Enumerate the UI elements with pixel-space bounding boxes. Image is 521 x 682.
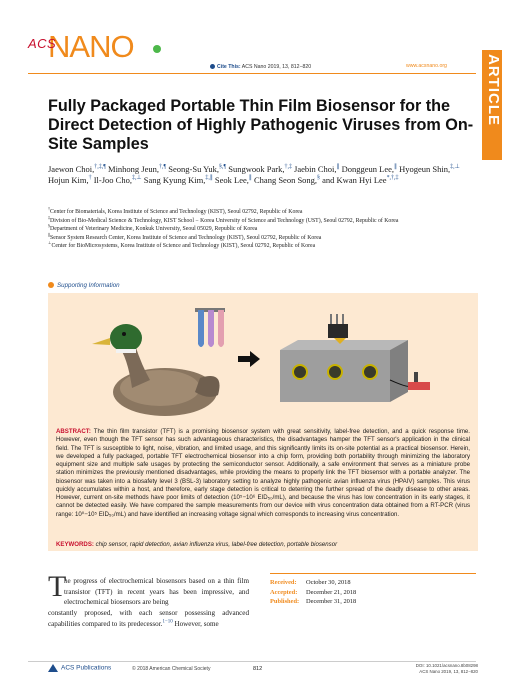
affiliation-text: Center for Biomaterials, Korea Institute of Science and Technology (KIST), Seoul 02792, Republic of Korea	[50, 209, 303, 215]
supporting-info-label: Supporting Information	[57, 282, 120, 289]
author-affiliation-mark: ‡,⊥	[450, 164, 460, 171]
intro-text: constantly proposed, with each sensor possessing advanced capabilities compared to its predecessor.	[48, 609, 249, 628]
date-row	[270, 588, 476, 598]
cite-label: Cite This:	[217, 64, 241, 70]
affiliation-mark: ∥	[48, 231, 51, 237]
author-list	[48, 164, 476, 186]
abstract-text: The thin film transistor (TFT) is a promising biosensor system with great sensitivity, label-free detection, and a quick response time. However, even though the TFT sensor has such advantageous characteristics, the disadvantages hamper the TFT sensor's application in the clinical field. The TFT is susceptible to light, noise, vibration, and limited usage, and this significantly limits its on-site potential as a practical biosensor. Herein, we developed a fully packaged, portable TFT electrochemical biosensor into a chip form, providing both portability through minimizing the laboratory equipment size and multiple safe usages by protecting the semiconductor sensor. Additionally, a safe environment that serves as a miniature probe station minimizes the previously mentioned disadvantages, while providing the means to properly link the TFT biosensor with a portable analyzer. The biosensor was taken into a biosafety level 3 (BSL-3) laboratory setting to analyze highly pathogenic avian influenza virus (HPAIV) samples. This virus quickly accumulates within a host, and therefore, early stage detection is critical to deterring the further spread of the deadly disease to other areas. However, current on-site methods have poor limits of detection (10⁵−10⁶ EID₅₀/mL), and because the virus has low concentration in its early stages, it cannot be detected easily. We have compared the sample measurements from our device with virus concentration data obtained from a RT-PCR (virus range: 10⁰−10⁵ EID₅₀/mL) and have identified an increasing voltage signal which corresponds to increasing virus concentration.	[56, 428, 470, 518]
author-affiliation-mark: †	[88, 175, 92, 182]
keywords-text: chip sensor, rapid detection, avian influenza virus, label-free detection, portable biosensor	[95, 541, 338, 548]
footer-doi	[398, 663, 478, 675]
article-title: Fully Packaged Portable Thin Film Biosensor for the Direct Detection of Highly Pathogenic Viruses from On-Site Samples	[48, 97, 474, 153]
arrow-right-icon	[238, 351, 260, 367]
date-value: December 21, 2018	[306, 588, 357, 596]
logo-acs-text: ACS	[28, 36, 57, 51]
journal-citation: ACS Nano 2019, 13, 812−820	[419, 669, 478, 674]
toc-graphic	[90, 300, 440, 422]
intro-text-end: However, some	[172, 619, 219, 628]
author-name[interactable]: Seong-Su Yuk,	[166, 164, 219, 174]
date-value: December 31, 2018	[306, 598, 357, 605]
author-affiliation-mark: ‡,∥	[205, 175, 213, 182]
author-name[interactable]: Donggeun Lee,	[339, 164, 395, 174]
date-value: October 30, 2018	[306, 579, 351, 586]
date-label: Published:	[270, 598, 300, 605]
date-label: Received:	[270, 579, 297, 586]
date-row	[270, 578, 476, 588]
affiliation-mark: ⊥	[48, 240, 52, 246]
author-affiliation-mark: ∥	[336, 164, 340, 171]
author-affiliation-mark: †,¶	[159, 164, 167, 171]
logo-nano-text: NANO	[48, 29, 134, 64]
affiliation-text: Division of Bio-Medical Science & Technology, KIST School − Korea University of Science and Technology (UST), Seoul 02792, Republic of Korea	[50, 217, 399, 224]
test-tubes	[195, 308, 225, 347]
author-name[interactable]: Hyogeun Shin,	[397, 164, 451, 174]
publication-dates	[270, 578, 476, 607]
affiliation-item	[48, 242, 478, 251]
dates-divider	[270, 573, 476, 574]
keywords-label: KEYWORDS:	[56, 541, 94, 548]
biosensor-device	[280, 314, 430, 402]
affiliation-text: Department of Veterinary Medicine, Konkuk University, Seoul 05029, Republic of Korea	[50, 226, 258, 232]
journal-logo	[48, 29, 134, 65]
affiliation-mark: ‡	[48, 214, 51, 220]
affiliation-mark: §	[48, 223, 51, 229]
author-affiliation-mark: *,†,‡	[386, 175, 399, 182]
date-row	[270, 597, 476, 607]
author-name[interactable]: Jaebin Choi,	[291, 164, 337, 174]
author-name[interactable]: Chang Seon Song,	[251, 175, 318, 186]
author-name[interactable]: and Kwan Hyi Lee	[320, 175, 387, 186]
author-affiliation-mark: †,‡,¶	[94, 164, 106, 171]
article-section-tab	[482, 50, 502, 160]
author-name[interactable]: Minhong Jeun,	[105, 164, 160, 174]
page-number: 812	[253, 666, 263, 672]
author-affiliation-mark: ∥	[394, 164, 397, 171]
journal-website-link[interactable]: www.acsnano.org	[406, 63, 447, 69]
intro-paragraph-continued	[48, 608, 249, 629]
affiliation-text: Center for BioMicrosystems, Korea Institute of Science and Technology (KIST), Seoul 02792, Republic of Korea	[51, 243, 316, 249]
affiliations	[48, 208, 478, 251]
author-name[interactable]: Sungwook Park,	[226, 164, 285, 174]
abstract	[56, 428, 470, 519]
author-name[interactable]: Sang Kyung Kim,	[141, 175, 206, 186]
supporting-info-link[interactable]	[48, 282, 120, 289]
cite-line[interactable]	[210, 64, 311, 70]
publisher-name: ACS Publications	[61, 664, 112, 672]
section-tab-label: ARTICLE	[485, 54, 502, 126]
footer-divider	[28, 661, 476, 662]
author-affiliation-mark: §	[317, 175, 321, 182]
keywords	[56, 541, 470, 548]
affiliation-item	[48, 208, 478, 217]
doi-link[interactable]: DOI: 10.1021/acsnano.8b08298	[415, 663, 478, 668]
affiliation-mark: †	[48, 206, 51, 212]
author-name[interactable]: Il-Joo Cho,	[91, 175, 132, 186]
citation-ref[interactable]: 1−10	[162, 619, 173, 625]
author-affiliation-mark: †,‡	[284, 164, 292, 171]
author-affiliation-mark: §,¶	[219, 164, 227, 171]
logo-dot-icon	[153, 45, 161, 53]
intro-paragraph-start: he progress of electrochemical biosensors based on a thin film transistor (TFT) in recent years has been impressive, and electrochemical biosensors are being	[64, 577, 249, 607]
date-label: Accepted:	[270, 588, 298, 596]
author-name[interactable]: Jaewon Choi,	[48, 164, 95, 174]
author-affiliation-mark: ∥	[248, 175, 252, 182]
publisher-logo[interactable]	[48, 664, 111, 672]
header-divider	[28, 73, 476, 74]
supporting-info-icon	[48, 282, 54, 288]
abstract-label: ABSTRACT:	[56, 428, 91, 435]
cite-icon	[210, 64, 215, 69]
copyright: © 2018 American Chemical Society	[132, 666, 211, 672]
author-name[interactable]: Seok Lee,	[212, 175, 249, 186]
affiliation-text: Sensor System Research Center, Korea Institute of Science and Technology (KIST), Seoul 02792, Republic of Korea	[50, 234, 322, 241]
cite-text: ACS Nano 2019, 13, 812−820	[241, 64, 312, 70]
dropcap-letter: T	[48, 570, 67, 603]
affiliation-item	[48, 225, 478, 234]
author-name[interactable]: Hojun Kim,	[48, 175, 89, 186]
acs-logo-icon	[48, 664, 58, 672]
author-affiliation-mark: ‡,⊥	[131, 175, 142, 182]
